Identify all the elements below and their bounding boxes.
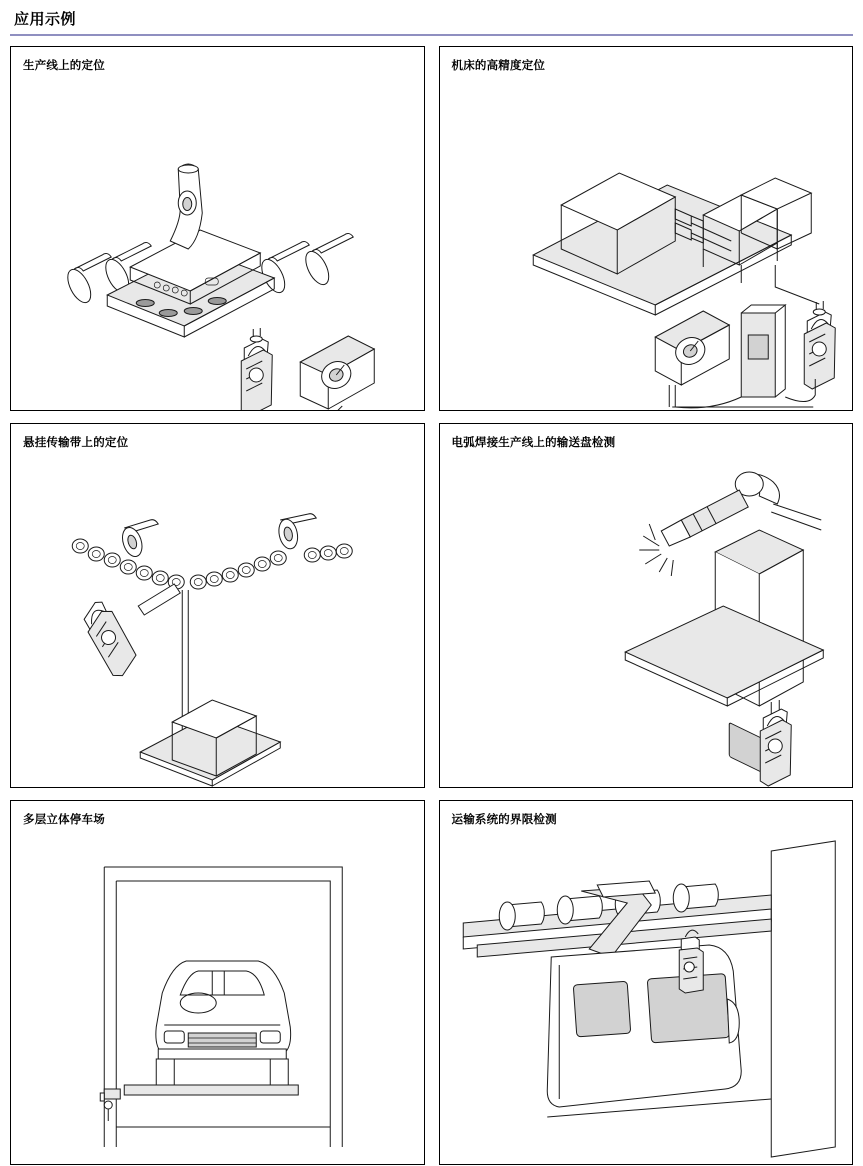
card-title: 多层立体停车场 (23, 814, 105, 826)
example-card-overhead-conveyor (10, 423, 425, 788)
card-title: 机床的高精度定位 (451, 60, 546, 72)
example-card-parking-garage (10, 800, 425, 1165)
example-card-machine-tool (439, 46, 854, 411)
application-examples-grid (10, 46, 853, 1165)
card-title: 生产线上的定位 (23, 60, 105, 72)
card-title: 电弧焊接生产线上的输送盘检测 (451, 437, 616, 449)
illustration-transport-system-limit-detection (440, 827, 853, 1165)
example-card-production-line (10, 46, 425, 411)
illustration-overhead-conveyor-positioning (11, 450, 424, 788)
illustration-machine-tool-precision-positioning (440, 73, 853, 411)
example-card-arc-welding (439, 423, 854, 788)
illustration-multilevel-parking-garage (11, 827, 424, 1165)
card-title: 悬挂传输带上的定位 (23, 437, 129, 449)
page-header (10, 8, 853, 36)
page (0, 8, 863, 1166)
illustration-arc-welding-pallet-detection (440, 450, 853, 788)
page-title: 应用示例 (14, 11, 77, 28)
example-card-transport-limit (439, 800, 854, 1165)
card-title: 运输系统的界限检测 (451, 814, 557, 826)
illustration-production-line-positioning (11, 73, 424, 411)
